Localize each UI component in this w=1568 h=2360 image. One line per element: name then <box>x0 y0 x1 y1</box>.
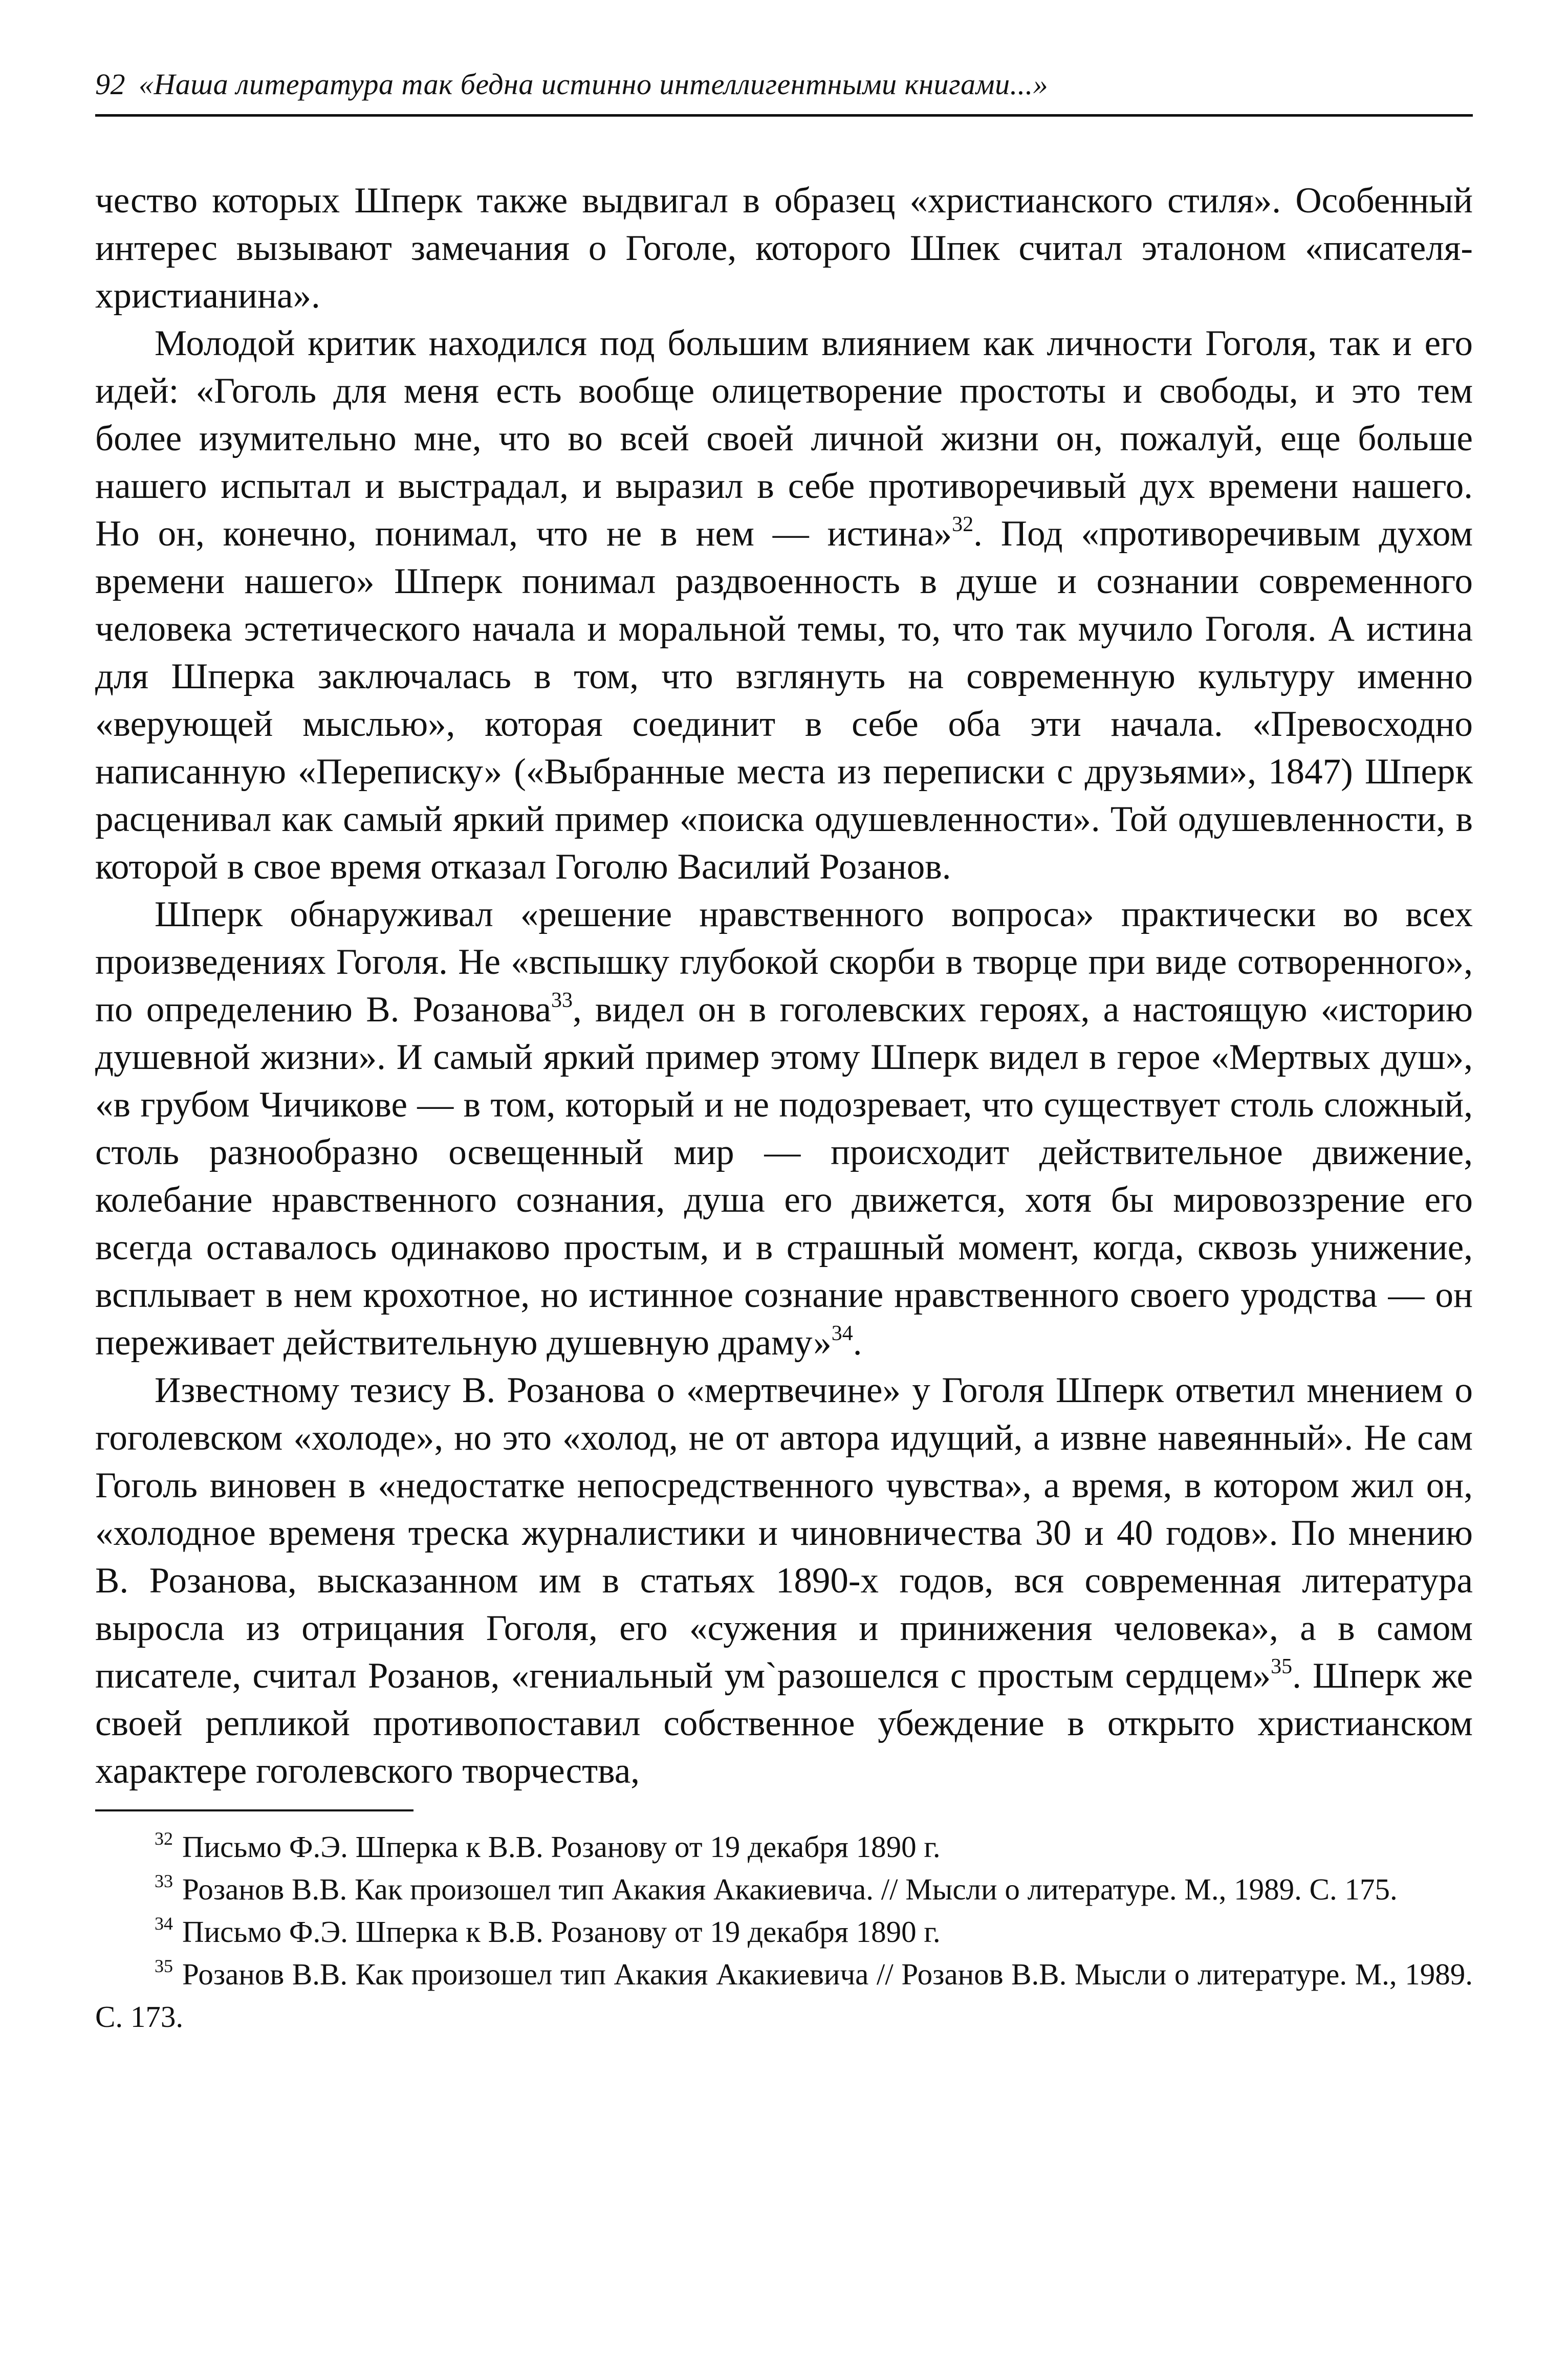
paragraph-2 <box>95 320 1473 891</box>
footnote-32 <box>95 1826 1473 1868</box>
footnote-number: 33 <box>155 1871 173 1891</box>
header-rule <box>95 114 1473 117</box>
paragraph-3-text-c: . <box>853 1323 862 1363</box>
paragraph-3-text-a: Шперк обнаруживал «решение нравственного вопроса» практически во всех произведениях Гоголя. Не «вспышку глубокой скорби в творце при виде сотворенного», по определению В. Розанова <box>95 894 1473 1030</box>
page-number: 92 <box>95 68 125 101</box>
running-title: «Наша литература так бедна истинно интеллигентными книгами...» <box>139 68 1049 101</box>
main-text <box>95 177 1473 1795</box>
footnote-ref-35: 35 <box>1271 1655 1293 1678</box>
footnotes <box>95 1826 1473 2038</box>
paragraph-1-text: чество которых Шперк также выдвигал в образец «христианского стиля». Особенный интерес вызывают замечания о Гоголе, которого Шпек считал эталоном «писателя-христианина». <box>95 181 1473 316</box>
paragraph-3 <box>95 891 1473 1367</box>
paragraph-2-text-b: . Под «противоречивым духом времени нашего» Шперк понимал раздвоенность в душе и сознании современного человека эстетического начала и моральной темы, то, что так мучило Гоголя. А истина для Шперка заключалась в том, что взглянуть на современную культуру именно «верующей мыслью», которая соединит в себе оба эти начала. «Превосходно написанную «Переписку» («Выбранные места из переписки с друзьями», 1847) Шперк расценивал как самый яркий пример «поиска одушевленности». Той одушевленности, в которой в свое время отказал Гоголю Василий Розанов. <box>95 514 1473 887</box>
footnote-number: 34 <box>155 1913 173 1934</box>
paragraph-2-text-a: Молодой критик находился под большим влиянием как личности Гоголя, так и его идей: «Гоголь для меня есть вообще олицетворение простоты и свободы, и это тем более изумительно мне, что во всей своей личной жизни он, пожалуй, еще больше нашего испытал и выстрадал, и выразил в себе противоречивый дух времени нашего. Но он, конечно, понимал, что не в нем — истина» <box>95 323 1473 554</box>
paragraph-4 <box>95 1367 1473 1795</box>
footnote-text: Розанов В.В. Как произошел тип Акакия Акакиевича // Розанов В.В. Мысли о литературе. М., 1989. С. 173. <box>95 1957 1473 2034</box>
footnote-text: Розанов В.В. Как произошел тип Акакия Акакиевича. // Мысли о литературе. М., 1989. С. 175. <box>182 1872 1398 1906</box>
paragraph-4-text-a: Известному тезису В. Розанова о «мертвечине» у Гоголя Шперк ответил мнением о гоголевском «холоде», но это «холод, не от автора идущий, а извне навеянный». Не сам Гоголь виновен в «недостатке непосредственного чувства», а время, в котором жил он, «холодное временя треска журналистики и чиновничества 30 и 40 годов». По мнению В. Розанова, высказанном им в статьях 1890-х годов, вся современная литература выросла из отрицания Гоголя, его «сужения и принижения человека», а в самом писателе, считал Розанов, «гениальный ум`разошелся с простым сердцем» <box>95 1370 1473 1696</box>
footnote-text: Письмо Ф.Э. Шперка к В.В. Розанову от 19 декабря 1890 г. <box>182 1915 941 1949</box>
running-header <box>95 64 1473 105</box>
footnote-34 <box>95 1911 1473 1953</box>
footnote-number: 35 <box>155 1956 173 1976</box>
footnote-ref-34: 34 <box>831 1322 853 1345</box>
footnote-ref-33: 33 <box>551 989 573 1012</box>
book-page <box>95 64 1473 2038</box>
paragraph-1 <box>95 177 1473 320</box>
footnote-35 <box>95 1953 1473 2038</box>
paragraph-4-text-b: . Шперк же своей репликой противопоставил собственное убеждение в открыто христианском характере гоголевского творчества, <box>95 1656 1473 1791</box>
footnote-ref-32: 32 <box>952 513 974 536</box>
paragraph-3-text-b: , видел он в гоголевских героях, а настоящую «историю душевной жизни». И самый яркий пример этому Шперк видел в герое «Мертвых душ», «в грубом Чичикове — в том, который и не подозревает, что существует столь сложный, столь разнообразно освещенный мир — происходит действительное движение, колебание нравственного сознания, душа его движется, хотя бы мировоззрение его всегда оставалось одинаково простым, и в страшный момент, когда, сквозь унижение, всплывает в нем крохотное, но истинное сознание нравственного своего уродства — он переживает действительную душевную драму» <box>95 990 1473 1363</box>
footnote-rule <box>95 1809 413 1811</box>
footnote-text: Письмо Ф.Э. Шперка к В.В. Розанову от 19 декабря 1890 г. <box>182 1830 941 1864</box>
footnote-33 <box>95 1868 1473 1911</box>
footnote-number: 32 <box>155 1828 173 1849</box>
